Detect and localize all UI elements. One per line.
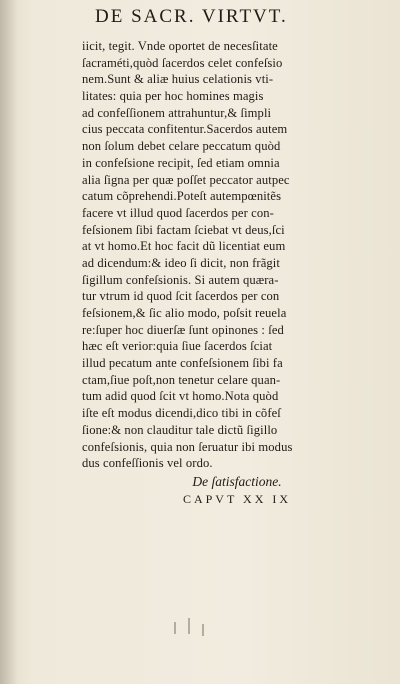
text-line: iicit, tegit. Vnde oportet de necesſitate <box>82 39 278 53</box>
bleed-marks <box>172 618 212 642</box>
body-text <box>82 38 392 507</box>
text-line: confeſsionis, quia non ſeruatur ibi modus <box>82 439 293 454</box>
text-line: dus confeſſionis vel ordo. <box>82 456 213 471</box>
text-line: re:ſuper hoc diuerſæ ſunt opinones : ſed <box>82 322 284 337</box>
text-line: catum cõprehendi.Poteſt autempœnitẽs <box>82 189 282 204</box>
text-line: facere vt illud quod ſacerdos per con- <box>82 205 274 220</box>
running-head: DE SACR. VIRTVT. <box>95 6 288 27</box>
section-heading: De ſatisfactione. <box>192 473 282 489</box>
text-line: at vt homo.Et hoc facit dũ licentiat eum <box>82 239 286 254</box>
text-line: tum adid quod ſcit vt homo.Nota quòd <box>82 389 279 404</box>
text-line: ctam,ſiue poſt,non tenetur celare quan- <box>82 372 281 387</box>
text-line: hæc eſt verior:quia ſiue ſacerdos ſciat <box>82 339 273 354</box>
text-line: feſsionem,& ſic alio modo, poſsit reuela <box>82 306 287 320</box>
gutter-shadow <box>0 0 18 684</box>
text-line: ſione:& non clauditur tale dictũ ſigillo <box>82 422 278 437</box>
chapter-label: CAPVT XX IX <box>182 491 292 506</box>
text-line: ſacraméti,quòd ſacerdos celet confeſsio <box>82 55 283 70</box>
text-line: ſigillum confeſsionis. Si autem quæra- <box>82 272 279 287</box>
text-line: litates: quia per hoc homines magis <box>82 89 264 104</box>
text-line: nem.Sunt & aliæ huius celationis vti- <box>82 72 274 87</box>
text-line: iſte eſt modus dicendi,dico tibi in cõfeſ <box>82 406 281 421</box>
text-line: tur vtrum id quod ſcit ſacerdos per con <box>82 289 280 304</box>
text-line: non ſolum debet celare peccatum quòd <box>82 139 281 154</box>
text-line: ad confeſſionem attrahuntur,& ſimpli <box>82 105 272 120</box>
text-line: illud pecatum ante confeſsionem ſibi fa <box>82 356 283 371</box>
text-line: in confeſsione recipit, ſed etiam omnia <box>82 155 280 170</box>
text-line: alia ſigna per quæ poſſet peccator autpec <box>82 172 290 187</box>
text-line: ad dicendum:& ideo ſi dicit, non frãgit <box>82 255 281 270</box>
text-line: cius peccata confitentur.Sacerdos autem <box>82 122 288 137</box>
text-line: feſsionem ſibi factam ſciebat vt deus,ſci <box>82 222 285 237</box>
